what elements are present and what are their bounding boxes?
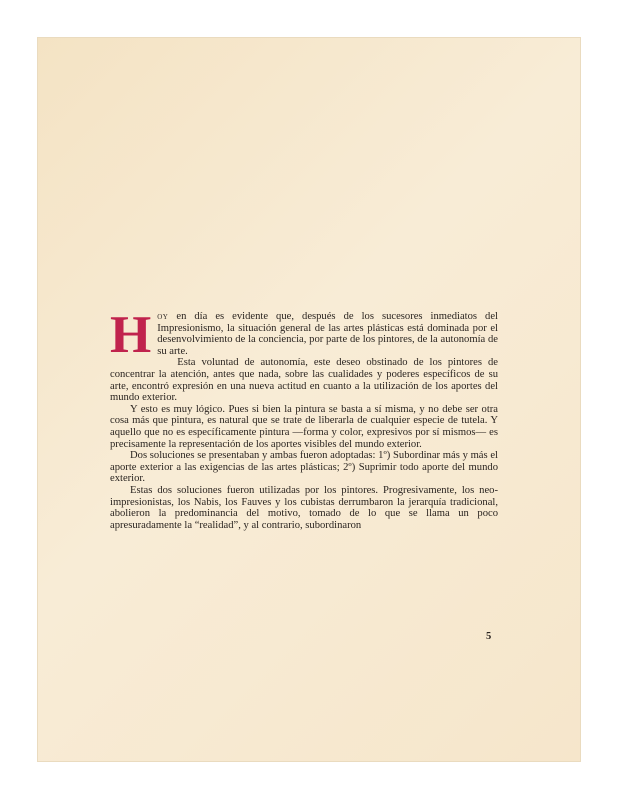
drop-cap: H: [110, 306, 152, 364]
body-text: [110, 306, 498, 531]
page-number: 5: [486, 631, 492, 642]
paragraph-5: Estas dos soluciones fueron utilizadas por los pintores. Progresivamente, los neo-impresionistas, los Nabis, los Fauves y los cubistas derrumbaron la jerarquía tradicional, abolieron la predominancia del motivo, tomado de lo que se llama un poco apresuradamente la “realidad”, y al contrario, subordinaron: [110, 484, 498, 531]
lead-in: oy: [157, 311, 169, 322]
paragraph-2: Esta voluntad de autonomía, este deseo obstinado de los pintores de concentrar la atención, antes que nada, sobre las cualidades y poderes específicos de su arte, encontró expresión en una nueva actitud en cuanto a la utilización de los aportes del mundo exterior.: [110, 357, 498, 404]
paragraph-4: Dos soluciones se presentaban y ambas fueron adoptadas: 1º) Subordinar más y más el aporte exterior a las exigencias de las artes plásticas; 2º) Suprimir todo aporte del mundo exterior.: [110, 450, 498, 485]
paragraph-3: Y esto es muy lógico. Pues si bien la pintura se basta a sí misma, y no debe ser otra cosa más que pintura, es natural que se trate de liberarla de cualquier especie de tutela. Y aquello que no es específicamente pintura —forma y color, expresivos por sí mismos— es precisamente la representación de los aportes visibles del mundo exterior.: [110, 403, 498, 450]
paragraph-1-text: en día es evidente que, después de los sucesores inmediatos del Impresionismo, la situación general de las artes plásticas está dominada por el desenvolvimiento de la conciencia, por parte de los pintores, de la autonomía de su arte.: [157, 311, 498, 357]
paragraph-1: [110, 306, 498, 364]
